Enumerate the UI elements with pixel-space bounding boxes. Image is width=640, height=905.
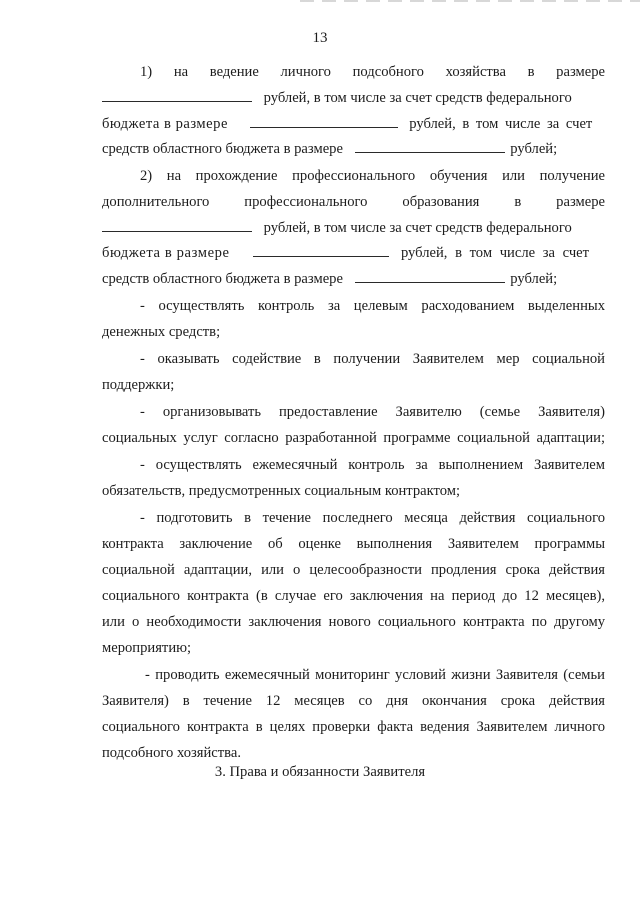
- federal-amount-blank: [250, 114, 398, 128]
- item-2-line-5-text-b: рублей;: [510, 271, 558, 287]
- item-2-line-5: [102, 269, 605, 289]
- obligation-assist-line-1: - оказывать содействие в получении Заявителем мер социальной: [140, 351, 605, 367]
- obligation-control-line-2: денежных средств;: [102, 324, 221, 340]
- obligation-conclusion-line-5: или о необходимости заключения нового социального контракта по другому: [102, 614, 605, 630]
- obligation-monthly-control-line-1: - осуществлять ежемесячный контроль за выполнением Заявителем: [140, 457, 605, 473]
- section-heading: 3. Права и обязанности Заявителя: [214, 764, 426, 780]
- item-2-line-4: [102, 243, 605, 263]
- page-number: 13: [312, 30, 328, 46]
- item-1-line-3-text-a: бюджета в размере: [102, 116, 228, 132]
- item-2-line-1: 2) на прохождение профессионального обучения или получение: [140, 168, 605, 184]
- item-1-line-2-text: рублей, в том числе за счет средств федерального: [263, 90, 572, 106]
- obligation-monthly-control-line-2: обязательств, предусмотренных социальным контрактом;: [102, 483, 461, 499]
- regional-amount-blank: [355, 139, 505, 153]
- federal-amount-blank: [253, 243, 389, 257]
- obligation-monitoring-line-2: Заявителя) в течение 12 месяцев со дня окончания срока действия: [102, 693, 605, 709]
- obligation-monitoring-line-4: подсобного хозяйства.: [102, 745, 241, 761]
- obligation-conclusion-line-6: мероприятию;: [102, 640, 192, 656]
- item-1-line-4-text-b: рублей;: [510, 141, 558, 157]
- obligation-conclusion-line-1: - подготовить в течение последнего месяца действия социального: [140, 510, 605, 526]
- obligation-control-line-1: - осуществлять контроль за целевым расходованием выделенных: [140, 298, 605, 314]
- regional-amount-blank: [355, 269, 505, 283]
- item-1-line-1: 1) на ведение личного подсобного хозяйства в размере: [140, 64, 605, 80]
- obligation-services-line-2: социальных услуг согласно разработанной программе социальной адаптации;: [102, 430, 605, 446]
- obligation-conclusion-line-2: контракта заключение об оценке выполнения Заявителем программы: [102, 536, 605, 552]
- item-2-line-5-text-a: средств областного бюджета в размере: [102, 271, 343, 287]
- item-1-line-4-text-a: средств областного бюджета в размере: [102, 141, 343, 157]
- obligation-conclusion-line-4: социального контракта (в случае его заключения на период до 12 месяцев),: [102, 588, 605, 604]
- obligation-conclusion-line-3: социальной адаптации, или о целесообразности продления срока действия: [102, 562, 605, 578]
- obligation-assist-line-2: поддержки;: [102, 377, 175, 393]
- item-1-line-3-text-b: рублей, в том числе за счет: [409, 116, 593, 132]
- item-1-line-4: [102, 139, 605, 159]
- item-1-line-2: [102, 88, 605, 108]
- item-2-line-3-text: рублей, в том числе за счет средств федерального: [263, 220, 572, 236]
- scan-edge-artifact: [300, 0, 640, 2]
- amount-blank: [102, 88, 252, 102]
- item-2-line-3: [102, 218, 605, 238]
- item-1-line-3: [102, 114, 605, 134]
- obligation-monitoring-line-3: социального контракта в целях проверки факта ведения Заявителем личного: [102, 719, 605, 735]
- item-2-line-4-text-a: бюджета в размере: [102, 245, 230, 261]
- amount-blank: [102, 218, 252, 232]
- obligation-services-line-1: - организовывать предоставление Заявителю (семье Заявителя): [140, 404, 605, 420]
- item-2-line-2: дополнительного профессионального образования в размере: [102, 194, 605, 210]
- item-2-line-4-text-b: рублей, в том числе за счет: [400, 245, 590, 261]
- obligation-monitoring-line-1: - проводить ежемесячный мониторинг условий жизни Заявителя (семьи: [145, 667, 605, 683]
